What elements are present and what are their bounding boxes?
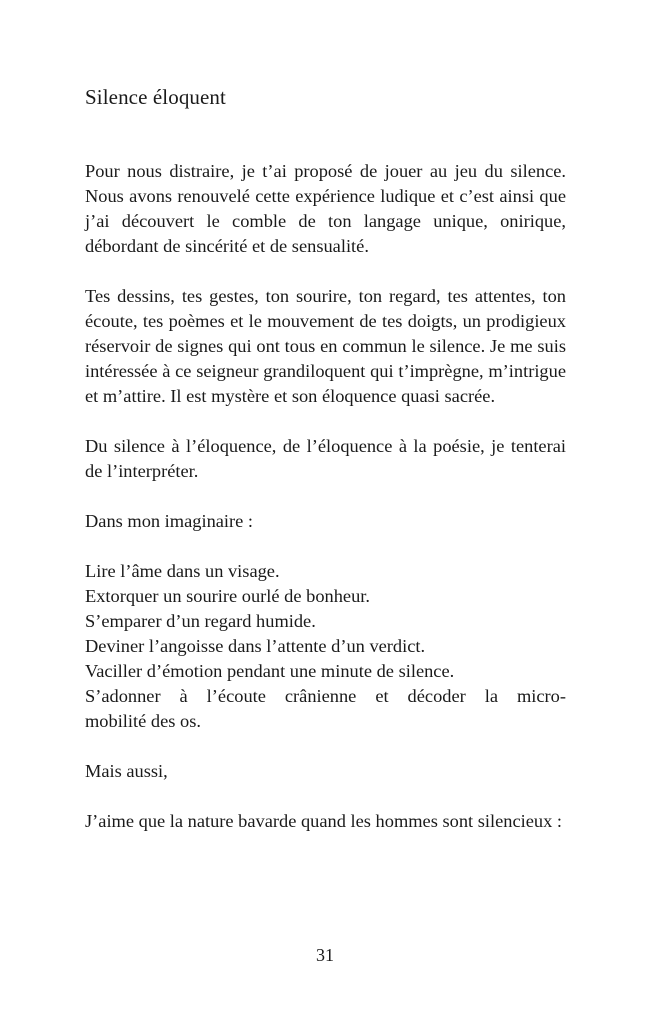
list-line: S’emparer d’un regard humide. xyxy=(85,611,316,631)
imaginaire-list xyxy=(85,559,566,734)
paragraph-1: Pour nous distraire, je t’ai proposé de jouer au jeu du silence. Nous avons renouvelé cette expérience ludique et c’est ainsi que j’ai découvert le comble de ton langage unique, onirique, débordant de sincérité et de sensualité. xyxy=(85,161,566,256)
body-text xyxy=(85,159,566,859)
chapter-title: Silence éloquent xyxy=(85,85,226,109)
list-line: Vaciller d’émotion pendant une minute de silence. xyxy=(85,661,455,681)
paragraph-6: J’aime que la nature bavarde quand les hommes sont silencieux : xyxy=(85,811,562,831)
list-line: Extorquer un sourire ourlé de bonheur. xyxy=(85,586,370,606)
paragraph-5: Mais aussi, xyxy=(85,761,168,781)
paragraph-2: Tes dessins, tes gestes, ton sourire, ton regard, tes attentes, ton écoute, tes poèmes et le mouvement de tes doigts, un prodigieux réservoir de signes qui ont tous en commun le silence. Je me suis intéressée à ce seigneur grandiloquent qui t’imprègne, m’intrigue et m’attire. Il est mystère et son éloquence quasi sacrée. xyxy=(85,286,566,406)
list-line: Deviner l’angoisse dans l’attente d’un verdict. xyxy=(85,636,426,656)
list-line: mobilité des os. xyxy=(85,711,201,731)
list-line: S’adonner à l’écoute crânienne et décoder la micro- xyxy=(85,686,566,706)
list-line: Lire l’âme dans un visage. xyxy=(85,561,280,581)
paragraph-4: Dans mon imaginaire : xyxy=(85,511,254,531)
paragraph-3: Du silence à l’éloquence, de l’éloquence à la poésie, je tenterai de l’interpréter. xyxy=(85,436,566,481)
page-number: 31 xyxy=(316,945,334,965)
